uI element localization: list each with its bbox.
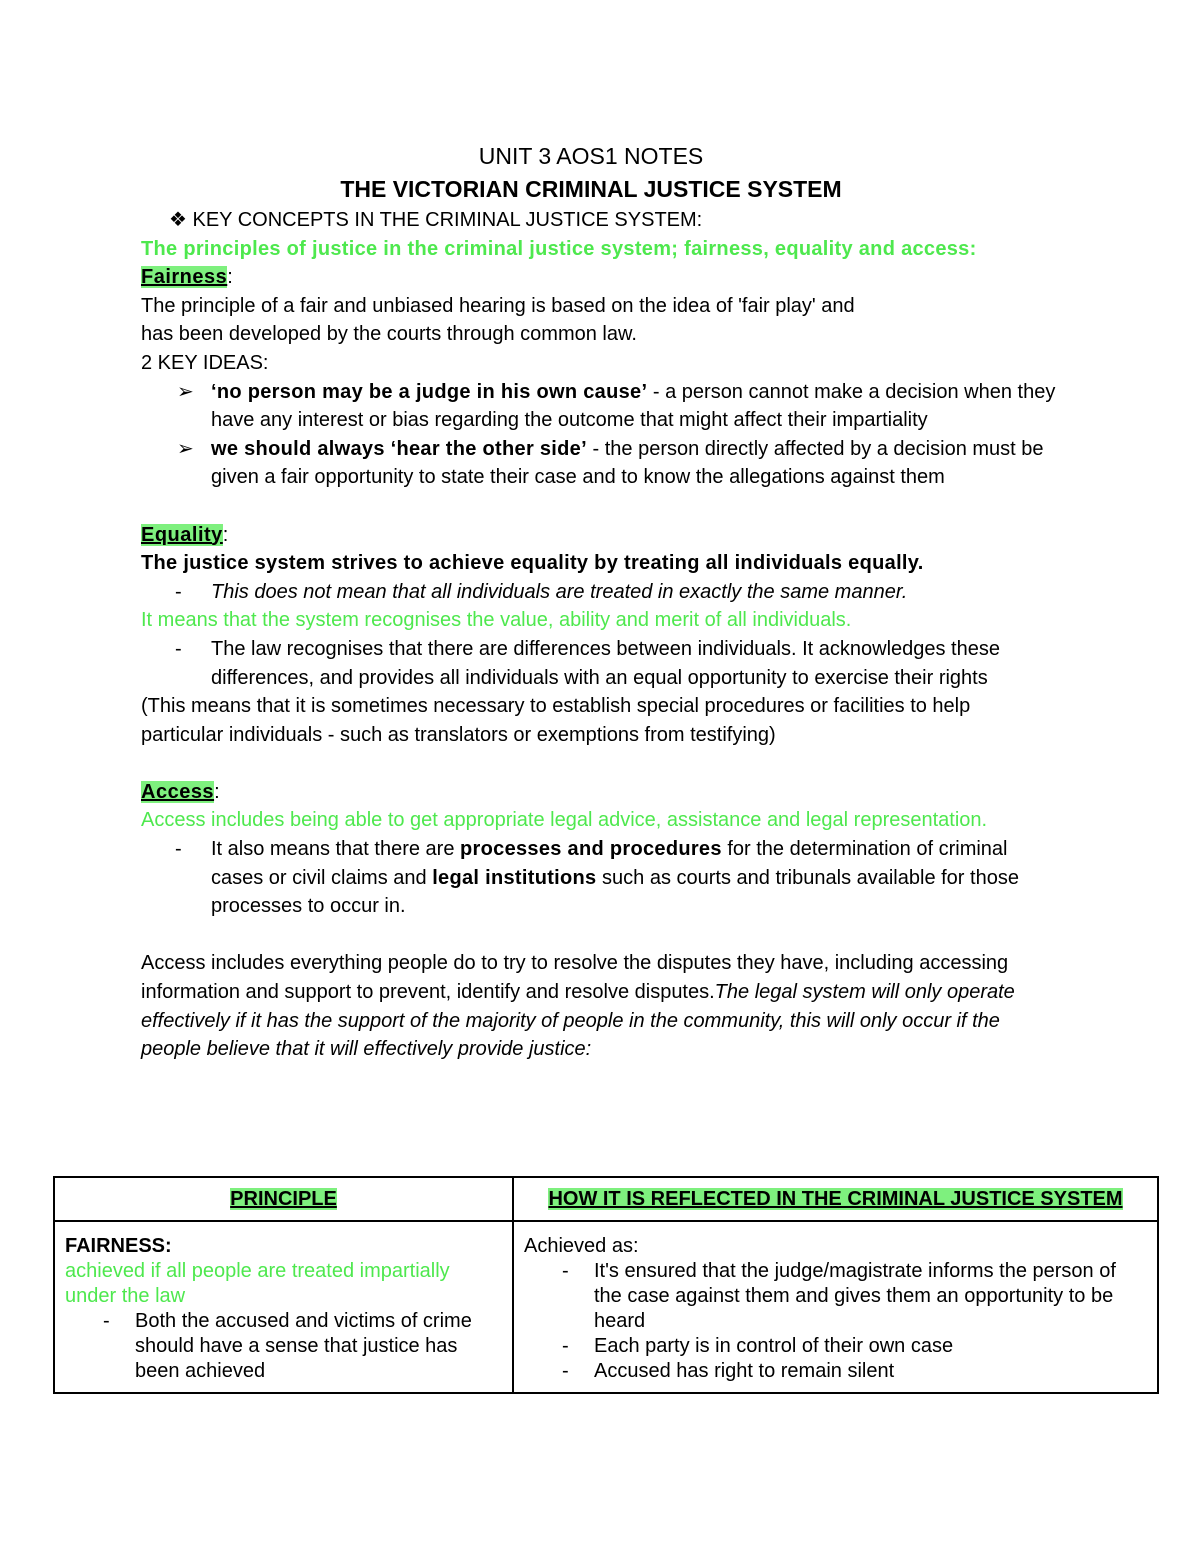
equality-point-2-text: The law recognises that there are differences between individuals. It acknowledges these differences, and provides all individuals with an equal opportunity to exercise their rights (211, 637, 1000, 689)
dash-bullet: - (562, 1335, 569, 1357)
key-idea-item (141, 378, 1061, 435)
principles-heading: The principles of justice in the criminal justice system; fairness, equality and access: (141, 237, 977, 260)
principle-header: PRINCIPLE (230, 1187, 337, 1210)
list-item (524, 1259, 1147, 1334)
key-idea-2-text: - the person directly affected by a decision must be given a fair opportunity to state their case and to know the allegations against them (211, 437, 1044, 489)
equality-paren-line1: (This means that it is sometimes necessary to establish special procedures or facilities to help (141, 695, 971, 718)
access-paragraph (141, 949, 1041, 1063)
dash-bullet: - (562, 1360, 569, 1382)
spacer (141, 749, 1061, 778)
list-item-text: Each party is in control of their own case (594, 1335, 954, 1357)
principles-table (53, 1176, 1159, 1394)
table-cell-principle (54, 1221, 513, 1393)
table-header-row (54, 1177, 1158, 1221)
list-item (524, 1334, 1147, 1359)
key-concepts-text: KEY CONCEPTS IN THE CRIMINAL JUSTICE SYSTEM: (192, 209, 703, 231)
diamond-bullet-icon: ❖ (169, 209, 187, 231)
dash-bullet: - (175, 637, 182, 660)
access-point-bold-d: legal institutions (432, 866, 597, 889)
key-ideas-label: 2 KEY IDEAS: (141, 351, 269, 374)
key-idea-item (141, 435, 1061, 492)
access-para-italic: The legal system will only operate effectively if it has the support of the majority of people in the community, this will only occur if the people believe that it will effectively provide justice: (141, 981, 1015, 1061)
list-item-text: Accused has right to remain silent (594, 1360, 895, 1382)
access-point-text-a: It also means that there are (211, 838, 461, 861)
fairness-para-line1: The principle of a fair and unbiased hearing is based on the idea of 'fair play' and (141, 294, 855, 317)
fairness-heading: Fairness (141, 266, 228, 289)
list-item (524, 1359, 1147, 1384)
equality-green-line: It means that the system recognises the value, ability and merit of all individuals. (141, 609, 852, 632)
arrow-bullet-icon: ➢ (177, 437, 194, 460)
arrow-bullet-icon: ➢ (177, 380, 194, 403)
heading-colon: : (222, 523, 229, 546)
equality-heading-line (141, 521, 1061, 550)
equality-italic-point: This does not mean that all individuals are treated in exactly the same manner. (211, 580, 908, 603)
equality-heading: Equality (141, 523, 223, 546)
fairness-label: FAIRNESS: (65, 1235, 172, 1257)
dash-bullet: - (103, 1310, 110, 1332)
access-para-normal: Access includes everything people do to try to resolve the disputes they have, including accessing information and support to prevent, identify and resolve disputes. (141, 952, 1009, 1004)
heading-colon: : (227, 266, 233, 289)
dash-bullet: - (175, 580, 182, 603)
document-subtitle: THE VICTORIAN CRIMINAL JUSTICE SYSTEM (340, 176, 842, 202)
document-title: UNIT 3 AOS1 NOTES (478, 143, 704, 169)
dash-bullet: - (562, 1260, 569, 1282)
table-header-cell (54, 1177, 513, 1221)
achieved-label: Achieved as: (524, 1235, 639, 1257)
fairness-para-line2: has been developed by the courts through common law. (141, 323, 637, 346)
access-green-line: Access includes being able to get appropriate legal advice, assistance and legal representation. (141, 809, 988, 832)
equality-bold-line: The justice system strives to achieve equality by treating all individuals equally. (141, 552, 924, 575)
equality-paren-line2: particular individuals - such as translators or exemptions from testifying) (141, 723, 776, 746)
fairness-point (65, 1309, 502, 1384)
spacer (141, 921, 1061, 950)
access-point-text-c: for the determination of criminal cases or civil claims and (211, 838, 1008, 889)
list-item-text: It's ensured that the judge/magistrate informs the person of the case against them and gives them an opportunity to be heard (594, 1260, 1116, 1332)
key-idea-1-text: - a person cannot make a decision when they have any interest or bias regarding the outcome that might affect their impartiality (211, 380, 1056, 432)
key-idea-1-bold: ‘no person may be a judge in his own cause’ (211, 380, 648, 403)
fairness-heading-line (141, 263, 1061, 292)
fairness-point-text: Both the accused and victims of crime should have a sense that justice has been achieved (135, 1310, 472, 1382)
reflected-header: HOW IT IS REFLECTED IN THE CRIMINAL JUSTICE SYSTEM (548, 1187, 1123, 1210)
equality-point-2 (141, 635, 1061, 692)
spacer (141, 492, 1061, 521)
table-cell-reflection (513, 1221, 1158, 1393)
table-header-cell (513, 1177, 1158, 1221)
table-row (54, 1221, 1158, 1393)
equality-point-1 (141, 578, 1061, 607)
access-point-text-e: such as courts and tribunals available for those processes to occur in. (211, 866, 1019, 918)
heading-colon: : (214, 780, 220, 803)
access-heading-line (141, 778, 1061, 807)
access-point (141, 835, 1061, 921)
key-concepts-heading (169, 206, 1061, 235)
key-idea-2-bold-a: we should always (211, 437, 391, 460)
document-body (141, 140, 1061, 1064)
access-heading: Access (141, 780, 215, 803)
dash-bullet: - (175, 838, 182, 861)
fairness-green-text: achieved if all people are treated impartially under the law (65, 1260, 450, 1307)
access-point-bold-b: processes and procedures (460, 838, 722, 861)
key-idea-2-bold-b: ‘hear the other side’ (390, 437, 587, 460)
